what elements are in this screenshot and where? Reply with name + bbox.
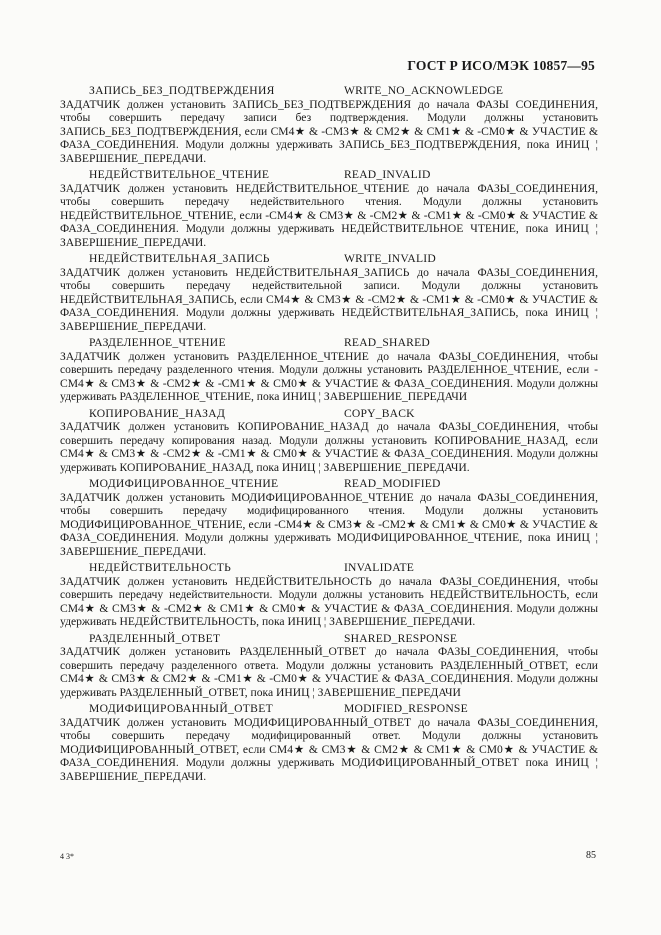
- signal-heading: [60, 561, 598, 575]
- signal-heading: [60, 632, 598, 646]
- signal-name-en: WRITE_NO_ACKNOWLEDGE: [344, 84, 504, 97]
- signal-name-en: INVALIDATE: [344, 561, 415, 574]
- signal-name-ru: МОДИФИЦИРОВАННОЕ_ЧТЕНИЕ: [89, 477, 279, 490]
- signal-entry: [60, 336, 598, 404]
- signal-name-en: WRITE_INVALID: [344, 252, 436, 265]
- signal-heading: [60, 252, 598, 266]
- signal-name-ru: КОПИРОВАНИЕ_НАЗАД: [89, 406, 226, 420]
- signal-name-en: READ_MODIFIED: [344, 477, 441, 490]
- signal-name-ru: НЕДЕЙСТВИТЕЛЬНОСТЬ: [89, 561, 232, 574]
- signal-entry: [60, 632, 598, 700]
- signal-name-en: READ_INVALID: [344, 168, 431, 181]
- signal-name-en: MODIFIED_RESPONSE: [344, 702, 468, 715]
- page-header: ГОСТ Р ИСО/МЭК 10857—95: [407, 58, 595, 73]
- signal-entry: [60, 477, 598, 558]
- signal-name-en: SHARED_RESPONSE: [344, 631, 458, 645]
- signal-name-en: COPY_BACK: [344, 406, 415, 420]
- signal-entry: [60, 84, 598, 165]
- signal-name-ru: НЕДЕЙСТВИТЕЛЬНАЯ_ЗАПИСЬ: [89, 252, 270, 265]
- signal-name-en: READ_SHARED: [344, 336, 430, 349]
- signal-name-ru: ЗАПИСЬ_БЕЗ_ПОДТВЕРЖДЕНИЯ: [89, 84, 275, 97]
- signal-entry: [60, 561, 598, 629]
- signal-name-ru: НЕДЕЙСТВИТЕЛЬНОЕ_ЧТЕНИЕ: [89, 168, 270, 181]
- signal-entry: [60, 168, 598, 249]
- signal-description: ЗАДАТЧИК должен установить КОПИРОВАНИЕ_НАЗАД до начала ФАЗЫ_СОЕДИНЕНИЯ, чтобы совершить передачу копирования назад. Модули должны установить КОПИРОВАНИЕ_НАЗАД, если CM4★ & CM3★ & -CM2★ & -CM1★ & CM0★ & УЧАСТИЕ & ФАЗА_СОЕДИНЕНИЯ. Модули должны удерживать КОПИРОВАНИЕ_НАЗАД, пока ИНИЦ ¦ ЗАВЕРШЕНИЕ_ПЕРЕДАЧИ.: [60, 420, 598, 474]
- signal-description: ЗАДАТЧИК должен установить РАЗДЕЛЕННЫЙ_ОТВЕТ до начала ФАЗЫ_СОЕДИНЕНИЯ, чтобы совершить передачу разделенного ответа. Модули должны установить РАЗДЕЛЕННЫЙ_ОТВЕТ, если CM4★ & CM3★ & CM2★ & -CM1★ & -CM0★ & УЧАСТИЕ & ФАЗА_СОЕДИНЕНИЯ. Модули должны удерживать РАЗДЕЛЕННЫЙ_ОТВЕТ, пока ИНИЦ ¦ ЗАВЕРШЕНИЕ_ПЕРЕДАЧИ: [60, 645, 598, 699]
- signal-description: ЗАДАТЧИК должен установить РАЗДЕЛЕННОЕ_ЧТЕНИЕ до начала ФАЗЫ_СОЕДИНЕНИЯ, чтобы совершить передачу разделенного чтения. Модули должны установить РАЗДЕЛЕННОЕ_ЧТЕНИЕ, если -CM4★ & CM3★ & -CM2★ & -CM1★ & CM0★ & УЧАСТИЕ & ФАЗА_СОЕДИНЕНИЯ. Модули должны удерживать РАЗДЕЛЕННОЕ_ЧТЕНИЕ, пока ИНИЦ ¦ ЗАВЕРШЕНИЕ_ПЕРЕДАЧИ: [60, 349, 598, 403]
- signal-heading: [60, 477, 598, 491]
- signal-name-ru: РАЗДЕЛЕННОЕ_ЧТЕНИЕ: [89, 336, 226, 349]
- page-number: 85: [586, 850, 596, 861]
- signal-description: ЗАДАТЧИК должен установить МОДИФИЦИРОВАННОЕ_ЧТЕНИЕ до начала ФАЗЫ_СОЕДИНЕНИЯ, чтобы совершить передачу модифицированного чтения. Модули должны установить МОДИФИЦИРОВАННОЕ_ЧТЕНИЕ, если -CM4★ & CM3★ & -CM2★ & CM1★ & CM0★ & УЧАСТИЕ & ФАЗА_СОЕДИНЕНИЯ. Модули должны удерживать МОДИФИЦИРОВАННОЕ_ЧТЕНИЕ, пока ИНИЦ ¦ ЗАВЕРШЕНИЕ_ПЕРЕДАЧИ.: [60, 490, 598, 558]
- signal-entry: [60, 252, 598, 333]
- footer-mark: 4 3*: [60, 852, 74, 861]
- signal-name-ru: РАЗДЕЛЕННЫЙ_ОТВЕТ: [89, 631, 221, 645]
- signal-description: ЗАДАТЧИК должен установить НЕДЕЙСТВИТЕЛЬНОЕ_ЧТЕНИЕ до начала ФАЗЫ_СОЕДИНЕНИЯ, чтобы совершить передачу недействительного чтения. Модули должны установить НЕДЕЙСТВИТЕЛЬНОЕ_ЧТЕНИЕ, если -CM4★ & CM3★ & -CM2★ & -CM1★ & -CM0★ & УЧАСТИЕ & ФАЗА_СОЕДИНЕНИЯ. Модули должны удерживать НЕДЕЙСТВИТЕЛЬНОЕ ЧТЕНИЕ, пока ИНИЦ ¦ ЗАВЕРШЕНИЕ_ПЕРЕДАЧИ.: [60, 181, 598, 249]
- signal-description: ЗАДАТЧИК должен установить МОДИФИЦИРОВАННЫЙ_ОТВЕТ до начала ФАЗЫ_СОЕДИНЕНИЯ, чтобы совершить передачу модифицированный ответ. Модули должны установить МОДИФИЦИРОВАННЫЙ_ОТВЕТ, если CM4★ & CM3★ & CM2★ & CM1★ & CM0★ & УЧАСТИЕ & ФАЗА_СОЕДИНЕНИЯ. Модули должны удерживать МОДИФИЦИРОВАННЫЙ_ОТВЕТ пока ИНИЦ ¦ ЗАВЕРШЕНИЕ_ПЕРЕДАЧИ.: [60, 715, 598, 783]
- signal-description: ЗАДАТЧИК должен установить ЗАПИСЬ_БЕЗ_ПОДТВЕРЖДЕНИЯ до начала ФАЗЫ СОЕДИНЕНИЯ, чтобы совершить передачу записи без подтверждения. Модули должны установить ЗАПИСЬ_БЕЗ_ПОДТВЕРЖДЕНИЯ, если CM4★ & -CM3★ & CM2★ & CM1★ & -CM0★ & УЧАСТИЕ & ФАЗА_СОЕДИНЕНИЯ. Модули должны удерживать ЗАПИСЬ_БЕЗ_ПОДТВЕРЖДЕНИЯ, пока ИНИЦ ¦ ЗАВЕРШЕНИЕ_ПЕРЕДАЧИ.: [60, 97, 598, 165]
- signal-heading: [60, 168, 598, 182]
- signal-entry: [60, 702, 598, 783]
- signal-heading: [60, 84, 598, 98]
- signal-description: ЗАДАТЧИК должен установить НЕДЕЙСТВИТЕЛЬНОСТЬ до начала ФАЗЫ_СОЕДИНЕНИЯ, чтобы совершить передачу недействительности. Модули должны установить НЕДЕЙСТВИТЕЛЬНОСТЬ, если CM4★ & CM3★ & -CM2★ & CM1★ & CM0★ & УЧАСТИЕ & ФАЗА_СОЕДИНЕНИЯ. Модули должны удерживать НЕДЕЙСТВИТЕЛЬНОСТЬ, пока ИНИЦ ¦ ЗАВЕРШЕНИЕ_ПЕРЕДАЧИ.: [60, 574, 598, 628]
- signal-heading: [60, 407, 598, 421]
- signal-description: ЗАДАТЧИК должен установить НЕДЕЙСТВИТЕЛЬНАЯ_ЗАПИСЬ до начала ФАЗЫ_СОЕДИНЕНИЯ, чтобы совершить передачу недействительной записи. Модули должны установить НЕДЕЙСТВИТЕЛЬНАЯ_ЗАПИСЬ, если CM4★ & CM3★ & -CM2★ & -CM1★ & -CM0★ & УЧАСТИЕ & ФАЗА_СОЕДИНЕНИЯ. Модули должны удерживать НЕДЕЙСТВИТЕЛЬНАЯ_ЗАПИСЬ, пока ИНИЦ ¦ ЗАВЕРШЕНИЕ_ПЕРЕДАЧИ.: [60, 265, 598, 333]
- signal-heading: [60, 702, 598, 716]
- signal-entry: [60, 407, 598, 475]
- signal-name-ru: МОДИФИЦИРОВАННЫЙ_ОТВЕТ: [89, 702, 273, 715]
- document-body: [60, 84, 598, 786]
- signal-heading: [60, 336, 598, 350]
